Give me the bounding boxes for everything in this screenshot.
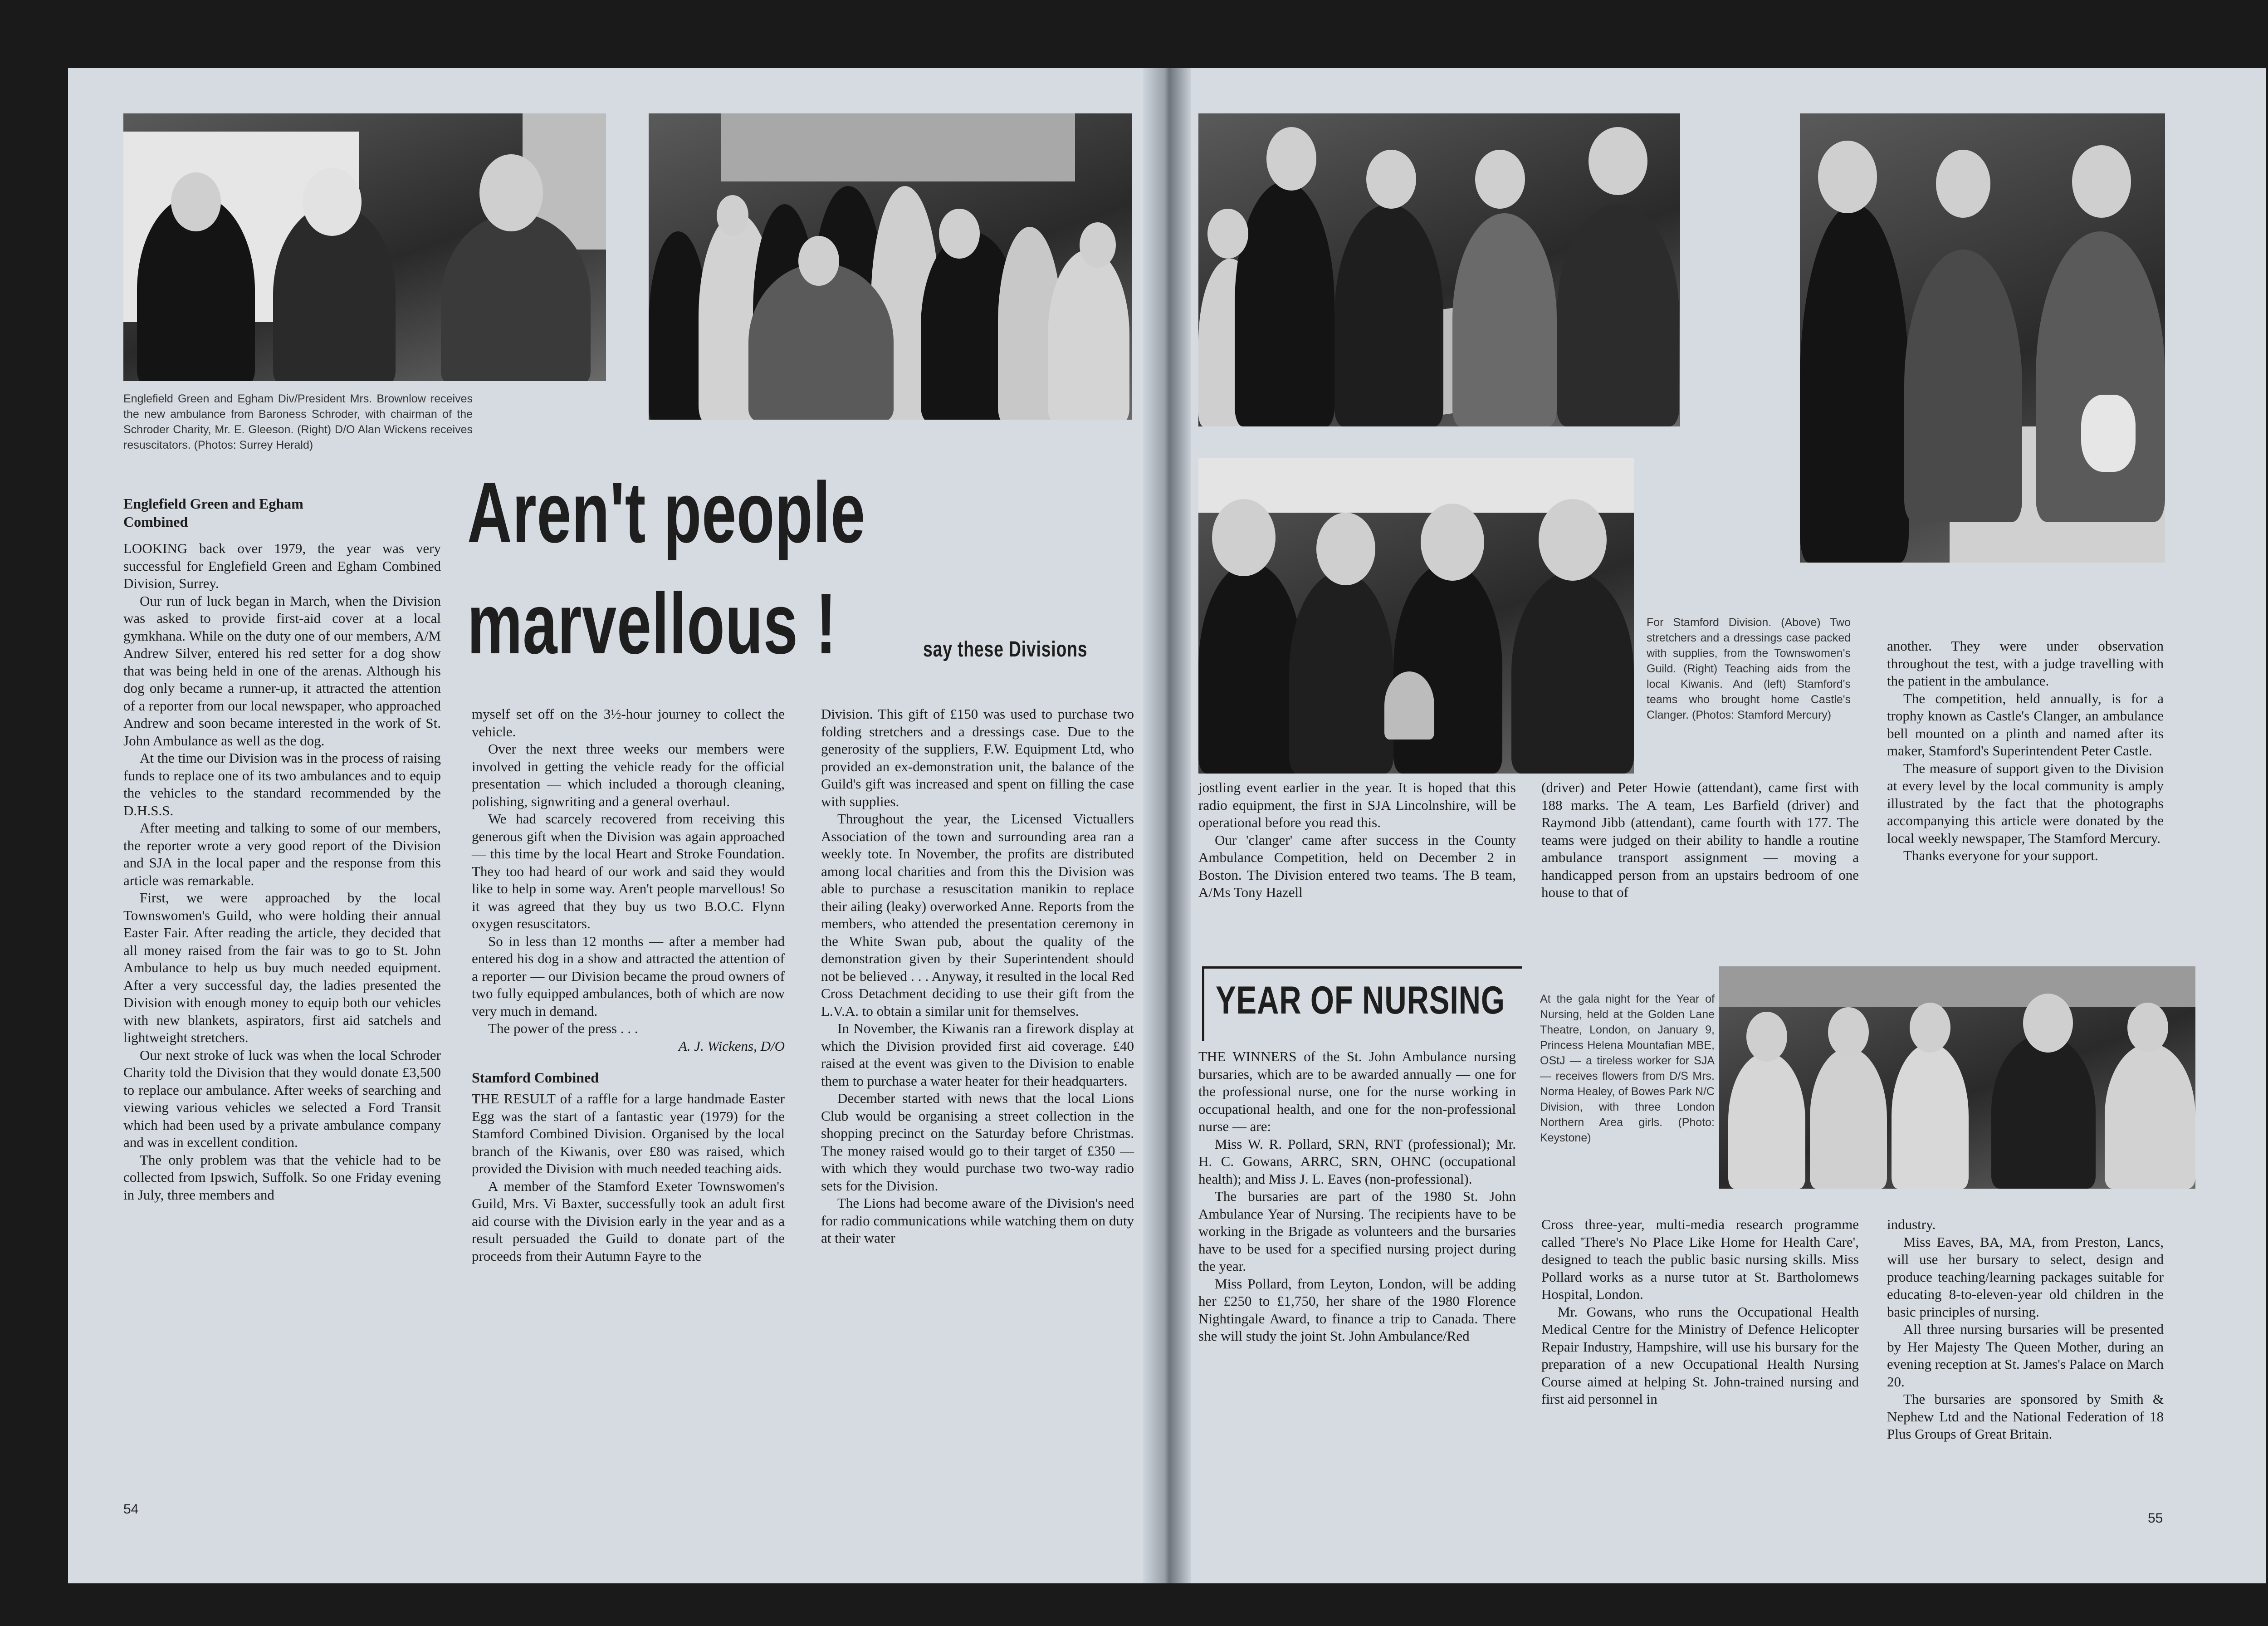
stamford-photo-caption: For Stamford Division. (Above) Two stretchers and a dressings case packed with supplies, from the Townswomen's Guild. (Right) Teaching aids from the local Kiwanis. And (left) Stamford's teams who brought home Castle's Clanger. (Photos: Stamford Mercury) [1647, 616, 1851, 721]
paragraph: (driver) and Peter Howie (attendant), came first with 188 marks. The A team, Les Barfield (driver) and Raymond Jibb (attendant), came fourth with 177. The teams were judged on their ability to handle a routine ambulance transport assignment — moving a handicapped person from an upstairs bedroom of one house to that of [1541, 779, 1859, 900]
stretchers-presentation-photo [1198, 113, 1680, 426]
paragraph: Miss W. R. Pollard, SRN, RNT (professional); Mr. H. C. Gowans, ARRC, SRN, OHNC (occupational health); and Miss J. L. Eaves (non-professional). [1198, 1136, 1516, 1187]
paragraph: Mr. Gowans, who runs the Occupational Health Medical Centre for the Ministry of Defence Helicopter Repair Industry, Hampshire, will use his bursary for the preparation of a new Occupational Health Nursing Course aimed at helping St. John-trained nursing and first aid personnel in [1541, 1303, 1859, 1407]
paragraph: Cross three-year, multi-media research programme called 'There's No Place Like Home for Health Care', designed to teach the public basic nursing skills. Miss Pollard works as a nurse tutor at St. Bartholomews Hospital, London. [1541, 1216, 1859, 1302]
paragraph: THE RESULT of a raffle for a large handmade Easter Egg was the start of a fantastic year (1979) for the Stamford Combined Division. Organised by the local branch of the Kiwanis, over £80 was raised, which provided the Division with much needed teaching aids. [472, 1091, 785, 1176]
paragraph: another. They were under observation throughout the test, with a judge travelling with the patient in the ambulance. [1887, 638, 2164, 689]
section-heading-englefield: Englefield Green and Egham Combined [123, 495, 303, 530]
paragraph: First, we were approached by the local Townswomen's Guild, who were holding their annual Easter Fair. After reading the article, they decided that all money raised from the fair was to go to St. John Ambulance to help us buy much needed equipment. After a very successful day, the ladies presented the Division with enough money to equip both our vehicles with new blankets, aspirators, first aid satchels and lightweight stretchers. [123, 890, 441, 1045]
author-signature: A. J. Wickens, D/O [678, 1038, 785, 1054]
paragraph: Our 'clanger' came after success in the County Ambulance Competition, held on December 2 in Boston. The Division entered two teams. The B team, A/Ms Tony Hazell [1198, 832, 1516, 900]
paragraph: industry. [1887, 1216, 1936, 1232]
paragraph: The bursaries are sponsored by Smith & Nephew Ltd and the National Federation of 18 Plus Groups of Great Britain. [1887, 1391, 2164, 1442]
paragraph: Division. This gift of £150 was used to purchase two folding stretchers and a dressings case. Due to the generosity of the suppliers, F.W. Equipment Ltd, who provided an ex-demonstration unit, the balance of the Guild's gift was increased and spent on filling the case with supplies. [821, 706, 1134, 809]
section-heading-stamford: Stamford Combined [472, 1069, 599, 1086]
paragraph: We had scarcely recovered from receiving this generous gift when the Division was again approached — this time by the local Heart and Stroke Foundation. They too had heard of our work and said they would like to help in some way. Aren't people marvellous! So it was agreed that they buy us two B.O.C. Flynn oxygen resuscitators. [472, 811, 785, 931]
paragraph: At the time our Division was in the process of raising funds to replace one of its two ambulances and to equip the vehicles to the standard recommended by the D.H.S.S. [123, 750, 441, 818]
paragraph: jostling event earlier in the year. It is hoped that this radio equipment, the first in SJA Lincolnshire, will be operational before you read this. [1198, 779, 1516, 830]
nursing-photo-caption: At the gala night for the Year of Nursing, held at the Golden Lane Theatre, London, on January 9, Princess Helena Mountafian MBE, OStJ — a tireless worker for SJA — receives flowers from D/S Mrs. Norma Healey, of Bowes Park N/C Division, with three London Northern Area girls. (Photo: Keystone) [1540, 993, 1715, 1144]
paragraph: The bursaries are part of the 1980 St. John Ambulance Year of Nursing. The recipients have to be working in the Brigade as volunteers and the bursaries have to be used for a specified nursing project during the year. [1198, 1188, 1516, 1274]
nursing-column-2 [1541, 1216, 1859, 1408]
right-column-c [1887, 637, 2164, 865]
paragraph: Thanks everyone for your support. [1903, 847, 2098, 863]
paragraph: Over the next three weeks our members were involved in getting the vehicle ready for the official presentation — which included a thorough cleaning, polishing, signwriting and a general overhaul. [472, 741, 785, 809]
paragraph: So in less than 12 months — after a member had entered his dog in a show and attracted the attention of a reporter — our Division became the proud owners of two fully equipped ambulances, both of which are now very much in demand. [472, 933, 785, 1019]
nursing-title: YEAR OF NURSING [1216, 979, 1505, 1022]
paragraph: THE WINNERS of the St. John Ambulance nursing bursaries, which are to be awarded annually — one for the professional nurse, one for the nurse working in occupational health, and one for the non-professional nurse — are: [1198, 1048, 1516, 1134]
paragraph: The power of the press . . . [488, 1020, 638, 1036]
right-column-a [1198, 779, 1516, 901]
article-title-line1: Aren't people [467, 465, 865, 561]
ambulance-presentation-photo [123, 113, 606, 381]
paragraph: The Lions had become aware of the Division's need for radio communications while watching them on duty at their water [821, 1195, 1134, 1246]
right-column-b [1541, 779, 1859, 901]
paragraph: The competition, held annually, is for a trophy known as Castle's Clanger, an ambulance bell mounted on a plinth and named after its maker, Stamford's Superintendent Peter Castle. [1887, 690, 2164, 759]
left-column-3 [821, 705, 1134, 1247]
castles-clanger-teams-photo [1198, 458, 1634, 774]
paragraph: In November, the Kiwanis ran a firework display at which the Division provided first aid coverage. £40 raised at the event was given to the Division to enable them to purchase a water heater for their headquarters. [821, 1020, 1134, 1089]
paragraph: All three nursing bursaries will be presented by Her Majesty The Queen Mother, during an evening reception at St. James's Palace on March 20. [1887, 1321, 2164, 1390]
article-subtitle: say these Divisions [923, 637, 1088, 661]
paragraph: Our run of luck began in March, when the Division was asked to provide first-aid cover at a local gymkhana. While on the duty one of our members, A/M Andrew Silver, entered his red setter for a dog show that was being held in one of the arenas. Although his dog only became a runner-up, it attracted the attention of a reporter from our local newspaper, who approached Andrew and soon became interested in the work of St. John Ambulance as well as the dog. [123, 593, 441, 749]
page-gutter [1143, 68, 1191, 1583]
page-number-right: 55 [2148, 1511, 2163, 1526]
paragraph: LOOKING back over 1979, the year was very successful for Englefield Green and Egham Combined Division, Surrey. [123, 540, 441, 591]
paragraph: After meeting and talking to some of our members, the reporter wrote a very good report of the Division and SJA in the local paper and the response from this article was remarkable. [123, 820, 441, 888]
paragraph: The measure of support given to the Division at every level by the local community is amply illustrated by the fact that the photographs accompanying this article were donated by the local weekly newspaper, The Stamford Mercury. [1887, 760, 2164, 846]
left-column-2 [472, 705, 785, 1265]
paragraph: Our next stroke of luck was when the local Schroder Charity told the Division that they would donate £3,500 to replace our ambulance. After weeks of searching and viewing various vehicles we selected a Ford Transit which had been used by a private ambulance company and was in excellent condition. [123, 1047, 441, 1150]
year-of-nursing-photo [1719, 966, 2195, 1189]
teaching-aids-photo [1800, 113, 2165, 563]
paragraph: Miss Pollard, from Leyton, London, will be adding her £250 to £1,750, her share of the 1980 Florence Nightingale Award, to finance a trip to Canada. There she will study the joint St. John Ambulance/Red [1198, 1275, 1516, 1344]
nursing-column-1 [1198, 1048, 1516, 1345]
nursing-column-3 [1887, 1216, 2164, 1443]
article-title-line2: marvellous ! [467, 576, 837, 672]
paragraph: Throughout the year, the Licensed Victuallers Association of the town and surrounding area ran a weekly tote. In November, the profits are distributed among local charities and from this the Division was able to purchase a resuscitation manikin to replace their ailing (leaky) overworked Anne. Reports from the members, who attended the presentation ceremony in the White Swan pub, about the quality of the demonstration given by their Superintendent should not be believed . . . Anyway, it resulted in the local Red Cross Detachment deciding to use their gift from the L.V.A. to obtain a similar unit for themselves. [821, 811, 1134, 1019]
paragraph: Miss Eaves, BA, MA, from Preston, Lancs, will use her bursary to select, design and produce teaching/learning packages suitable for educating 8-to-eleven-year old children in the basic principles of nursing. [1887, 1234, 2164, 1320]
left-photo-caption: Englefield Green and Egham Div/President Mrs. Brownlow receives the new ambulance from Baroness Schroder, with chairman of the Schroder Charity, Mr. E. Gleeson. (Right) D/O Alan Wickens receives resuscitators. (Photos: Surrey Herald) [123, 392, 473, 451]
page-number-left: 54 [123, 1502, 139, 1517]
left-column-1 [123, 540, 441, 1204]
paragraph: myself set off on the 3½-hour journey to collect the vehicle. [472, 706, 785, 740]
paragraph: The only problem was that the vehicle had to be collected from Ipswich, Suffolk. So one Friday evening in July, three members and [123, 1151, 441, 1203]
resuscitators-presentation-photo [649, 113, 1132, 420]
paragraph: A member of the Stamford Exeter Townswomen's Guild, Mrs. Vi Baxter, successfully took an adult first aid course with the Division early in the year and as a result persuaded the Guild to donate part of the proceeds from their Autumn Fayre to the [472, 1178, 785, 1264]
paragraph: December started with news that the local Lions Club would be organising a street collection in the shopping precinct on the Saturday before Christmas. The money raised would go to their target of £350 — with which they would purchase two two-way radio sets for the Division. [821, 1090, 1134, 1194]
